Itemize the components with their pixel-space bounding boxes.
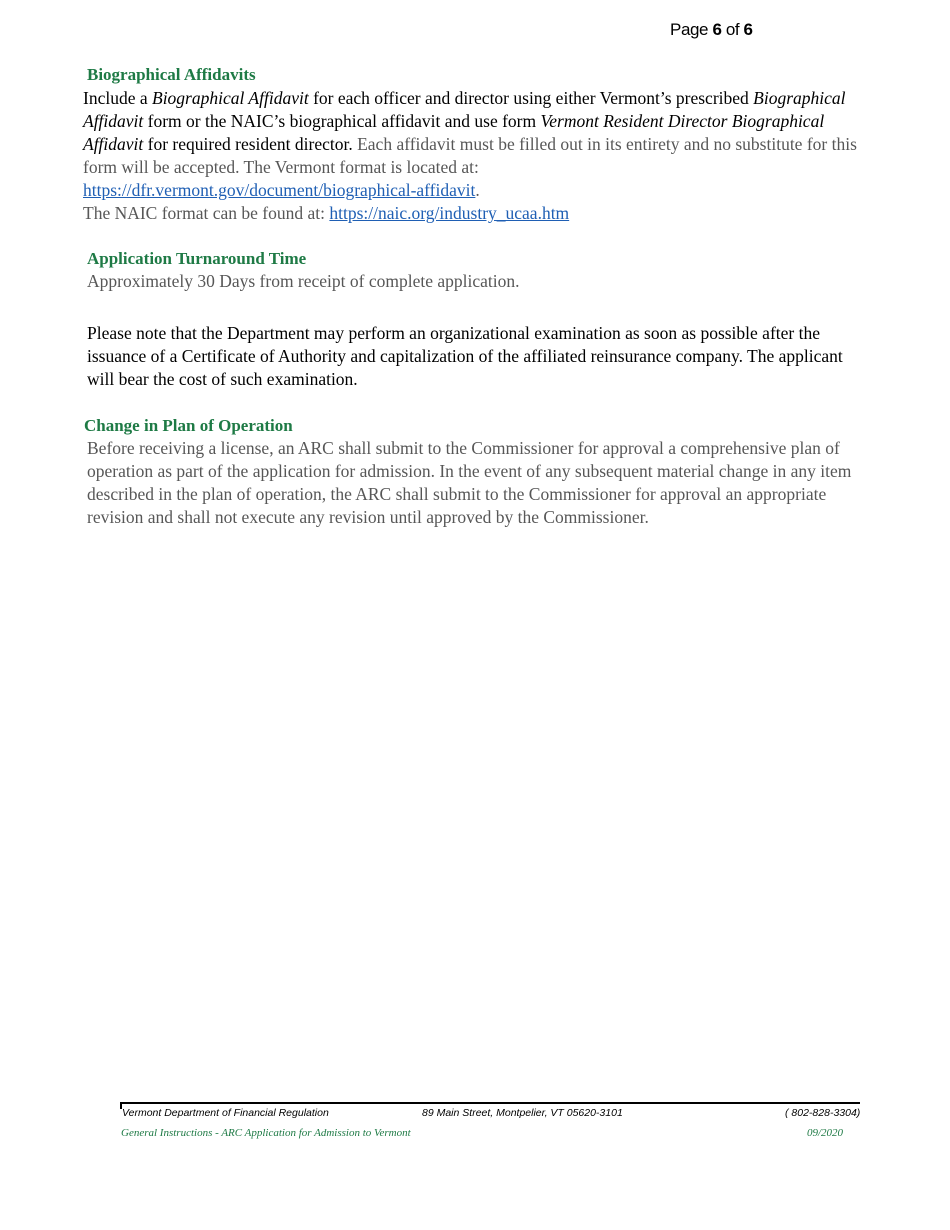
bio-affidavits-heading: Biographical Affidavits	[87, 65, 256, 84]
bio-text-2: Biographical Affidavit	[152, 88, 309, 108]
footer-address: 89 Main Street, Montpelier, VT 05620-3101	[422, 1107, 623, 1119]
page-prefix: Page	[670, 20, 709, 39]
bio-affidavits-paragraph	[83, 87, 863, 225]
page-total: 6	[743, 20, 753, 39]
turnaround-paragraph: Approximately 30 Days from receipt of complete application.	[87, 271, 520, 291]
bio-text-3: for each officer and director using either Vermont’s prescribed	[308, 88, 754, 108]
footer-org: Vermont Department of Financial Regulation	[122, 1107, 329, 1119]
bio-text-4: Biographical Affidavit	[83, 88, 846, 131]
bio-text-1: Include a	[83, 88, 152, 108]
footer-doc-title: General Instructions - ARC Application for Admission to Vermont	[121, 1127, 411, 1139]
bio-text-9: .	[475, 180, 480, 200]
bio-text-8: Each affidavit must be filled out in its entirety and no substitute for this form will be accepted. The Vermont format is located at:	[83, 134, 857, 177]
naic-format-link[interactable]: https://naic.org/industry_ucaa.htm	[329, 203, 570, 223]
change-plan-heading: Change in Plan of Operation	[84, 416, 293, 435]
change-plan-paragraph: Before receiving a license, an ARC shall submit to the Commissioner for approval a comprehensive plan of operation as part of the application for admission. In the event of any subsequent material change in any item described in the plan of operation, the ARC shall submit to the Commissioner for approval an appropriate revision and shall not execute any revision until approved by the Commissioner.	[87, 438, 852, 527]
page-current: 6	[712, 20, 722, 39]
footer-date: 09/2020	[807, 1127, 844, 1139]
vermont-affidavit-link[interactable]: https://dfr.vermont.gov/document/biographical-affidavit	[83, 180, 476, 200]
bio-text-10: The NAIC format can be found at:	[83, 203, 330, 223]
turnaround-heading: Application Turnaround Time	[87, 249, 307, 268]
bio-text-6: Vermont Resident Director Biographical Affidavit	[83, 111, 825, 154]
bio-text-5: form or the NAIC’s biographical affidavit and use form	[143, 111, 541, 131]
footer-divider	[120, 1102, 860, 1104]
page-of: of	[725, 20, 740, 39]
examination-note-paragraph: Please note that the Department may perform an organizational examination as soon as possible after the issuance of a Certificate of Authority and capitalization of the affiliated reinsurance company. The applicant will bear the cost of such examination.	[87, 323, 843, 389]
page-number	[670, 20, 753, 40]
footer-phone: ( 802-828-3304)	[785, 1107, 861, 1119]
bio-text-7: for required resident director.	[143, 134, 353, 154]
